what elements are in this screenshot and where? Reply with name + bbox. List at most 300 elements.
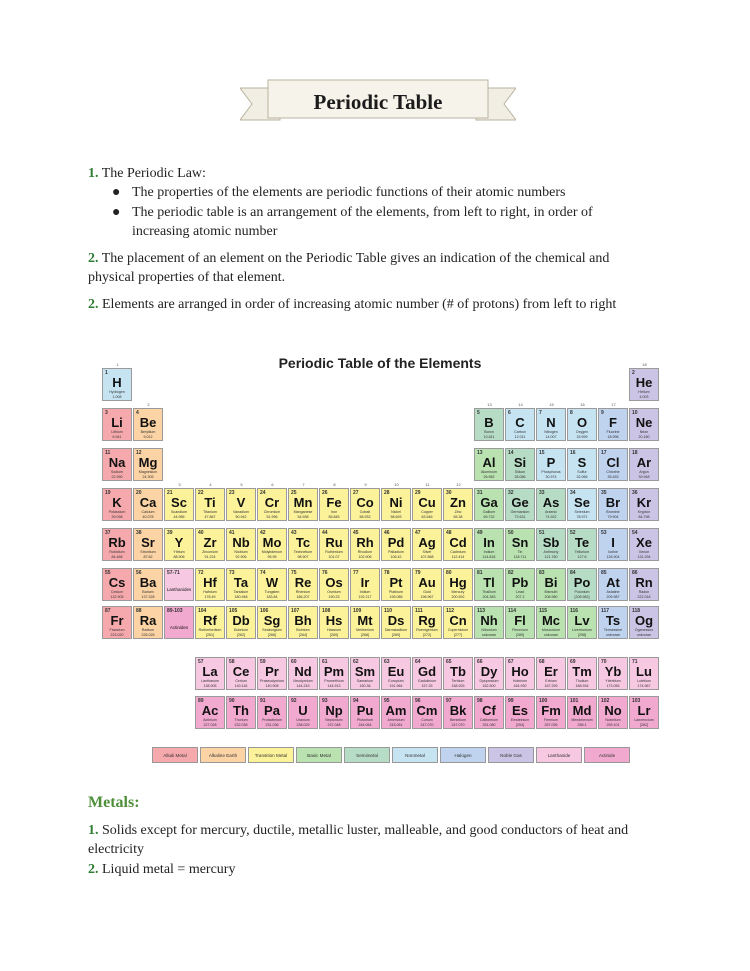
element-name: Iodine: [608, 550, 618, 554]
atomic-number: 116: [570, 608, 579, 614]
element-cell-Li: [102, 408, 132, 441]
atomic-number: 6: [508, 410, 511, 416]
atomic-number: 82: [508, 570, 514, 576]
element-name: Niobium: [234, 550, 248, 554]
element-symbol: Pa: [264, 703, 280, 718]
element-name: Cerium: [235, 679, 247, 683]
atomic-number: 88: [136, 608, 142, 614]
element-cell-Ac: [195, 696, 225, 729]
element-symbol: Ba: [139, 575, 157, 590]
element-symbol: Se: [574, 495, 590, 510]
atomic-number: 100: [539, 698, 548, 704]
element-cell-Cs: [102, 568, 132, 601]
atomic-number: 93: [322, 698, 328, 704]
element-cell-actinides: [164, 606, 194, 639]
legend-item-noble: Noble Gas: [488, 747, 534, 763]
element-name: Platinum: [389, 590, 403, 594]
element-name: Ruthenium: [325, 550, 343, 554]
element-name: Meitnerium: [356, 628, 374, 632]
atomic-mass: 114.818: [482, 554, 496, 559]
atomic-mass: 209.987: [606, 594, 620, 599]
atomic-number: 110: [384, 608, 393, 614]
atomic-number: 38: [136, 530, 142, 536]
element-symbol: Hf: [203, 575, 217, 590]
element-symbol: Eu: [387, 664, 405, 679]
element-name: Neodymium: [293, 679, 313, 683]
element-symbol: Sc: [171, 495, 187, 510]
element-symbol: Hg: [449, 575, 467, 590]
paragraph-metal-properties-line2: electricity: [88, 842, 144, 857]
element-symbol: Hs: [325, 613, 343, 628]
element-name: Erbium: [545, 679, 557, 683]
element-name: Hafnium: [203, 590, 217, 594]
bullet-item-1: The properties of the elements are periodic functions of their atomic numbers: [132, 185, 566, 200]
element-symbol: Rg: [418, 613, 436, 628]
group-number: 7: [302, 482, 305, 487]
element-symbol: O: [576, 415, 588, 430]
element-cell-Sn: [505, 528, 535, 561]
element-symbol: Sm: [354, 664, 376, 679]
element-name: Lawrencium: [634, 718, 654, 722]
element-symbol: Gd: [417, 664, 437, 679]
element-symbol: Nb: [232, 535, 250, 550]
element-name: Molybdenum: [261, 550, 283, 554]
atomic-number: 109: [353, 608, 362, 614]
element-symbol: Db: [232, 613, 250, 628]
element-symbol: Li: [111, 415, 123, 430]
atomic-number: 9: [601, 410, 604, 416]
element-cell-Fe: [319, 488, 349, 521]
element-cell-Dy: [474, 657, 504, 690]
atomic-number: 94: [353, 698, 359, 704]
element-symbol: Yb: [604, 664, 622, 679]
element-cell-B: [474, 408, 504, 441]
atomic-mass: 78.971: [576, 514, 588, 519]
element-symbol: Tc: [295, 535, 311, 550]
atomic-mass: 101.07: [328, 554, 340, 559]
atomic-number: 102: [601, 698, 610, 704]
atomic-mass: 195.085: [389, 594, 403, 599]
element-name: Bromine: [606, 510, 620, 514]
atomic-number: 91: [260, 698, 266, 704]
element-symbol: Rh: [356, 535, 374, 550]
element-symbol: Mn: [293, 495, 313, 510]
element-cell-Ge: [505, 488, 535, 521]
element-symbol: Kr: [636, 495, 652, 510]
atomic-number: 84: [570, 570, 576, 576]
element-symbol: Br: [605, 495, 621, 510]
element-cell-Cu: [412, 488, 442, 521]
element-name: Aluminum: [481, 470, 497, 474]
atomic-number: 65: [446, 659, 452, 665]
atomic-number: 42: [260, 530, 266, 536]
atomic-mass: 50.942: [235, 514, 247, 519]
element-cell-Cr: [257, 488, 287, 521]
element-name: Zinc: [454, 510, 462, 514]
element-name: Plutonium: [357, 718, 373, 722]
element-cell-Tm: [567, 657, 597, 690]
atomic-number: 48: [446, 530, 452, 536]
element-cell-Sm: [350, 657, 380, 690]
atomic-mass: 174.967: [637, 683, 651, 688]
element-name: Boron: [484, 430, 494, 434]
element-symbol: P: [546, 455, 556, 470]
element-symbol: Rn: [635, 575, 653, 590]
element-name: Vanadium: [233, 510, 249, 514]
paragraph-metal-properties: [88, 821, 628, 841]
atomic-mass: [269]: [330, 632, 338, 637]
element-symbol: Ts: [605, 613, 621, 628]
element-symbol: Lu: [636, 664, 652, 679]
element-name: Bismuth: [544, 590, 558, 594]
atomic-number: 69: [570, 659, 576, 665]
legend-item-transition: Transition Metal: [248, 747, 294, 763]
legend-item-alkaline: Alkaline Earth: [200, 747, 246, 763]
element-cell-Cm: [412, 696, 442, 729]
element-symbol: Ni: [389, 495, 403, 510]
atomic-mass: 259.101: [606, 722, 620, 727]
atomic-mass: 79.904: [607, 514, 619, 519]
element-cell-Sg: [257, 606, 287, 639]
element-symbol: B: [484, 415, 494, 430]
element-cell-Yb: [598, 657, 628, 690]
atomic-mass: unknown: [636, 632, 652, 637]
atomic-number: 72: [198, 570, 204, 576]
atomic-number: 66: [477, 659, 483, 665]
element-name: Fluorine: [606, 430, 620, 434]
element-cell-Pb: [505, 568, 535, 601]
element-symbol: Y: [174, 535, 184, 550]
element-cell-Ds: [381, 606, 411, 639]
atomic-number: 16: [570, 450, 576, 456]
element-cell-V: [226, 488, 256, 521]
atomic-mass: [272]: [423, 632, 431, 637]
atomic-number: 59: [260, 659, 266, 665]
element-symbol: Md: [572, 703, 592, 718]
atomic-mass: 87.62: [143, 554, 153, 559]
element-name: Strontium: [140, 550, 156, 554]
atomic-mass: 138.905: [203, 683, 217, 688]
atomic-mass: [289]: [516, 632, 524, 637]
atomic-number: 104: [198, 608, 207, 614]
element-name: Fermium: [543, 718, 559, 722]
atomic-number: 53: [601, 530, 607, 536]
element-cell-Ne: [629, 408, 659, 441]
element-symbol: Og: [634, 613, 654, 628]
element-cell-P: [536, 448, 566, 481]
paragraph-liquid-metal: [88, 860, 235, 880]
element-name: Germanium: [510, 510, 530, 514]
atomic-mass: 150.36: [359, 683, 371, 688]
element-symbol: Lanthanides: [166, 587, 192, 592]
element-symbol: Tb: [450, 664, 466, 679]
element-symbol: Th: [233, 703, 249, 718]
element-name: Silicon: [514, 470, 526, 474]
legend-item-semimetal: Semimetal: [344, 747, 390, 763]
element-name: Gold: [423, 590, 431, 594]
element-symbol: Re: [294, 575, 312, 590]
element-name: Copernicium: [447, 628, 469, 632]
atomic-number: 25: [291, 490, 297, 496]
element-symbol: Rf: [203, 613, 217, 628]
element-cell-F: [598, 408, 628, 441]
atomic-number: 22: [198, 490, 204, 496]
element-symbol: I: [611, 535, 615, 550]
atomic-number: 17: [601, 450, 607, 456]
element-symbol: Ga: [480, 495, 498, 510]
paragraph-number: 2.: [88, 862, 99, 877]
atomic-number: 92: [291, 698, 297, 704]
element-name: Scandium: [171, 510, 187, 514]
atomic-number: 4: [136, 410, 139, 416]
element-name: Nitrogen: [544, 430, 558, 434]
element-symbol: Po: [573, 575, 591, 590]
legend-item-basic: Basic Metal: [296, 747, 342, 763]
atomic-number: 34: [570, 490, 576, 496]
atomic-mass: 14.007: [545, 434, 557, 439]
element-name: Tennessine: [603, 628, 623, 632]
element-cell-Mn: [288, 488, 318, 521]
element-name: Arsenic: [545, 510, 557, 514]
atomic-mass: 10.811: [483, 434, 495, 439]
atomic-mass: 132.905: [110, 594, 124, 599]
element-name: Francium: [109, 628, 125, 632]
atomic-number: 57-71: [167, 570, 180, 576]
element-symbol: Mt: [357, 613, 373, 628]
element-name: Magnesium: [138, 470, 158, 474]
atomic-mass: 127.6: [577, 554, 587, 559]
atomic-mass: 247.070: [451, 722, 465, 727]
element-symbol: He: [635, 375, 653, 390]
element-cell-Al: [474, 448, 504, 481]
group-number: 1: [116, 362, 119, 367]
element-cell-Zr: [195, 528, 225, 561]
atomic-number: 60: [291, 659, 297, 665]
element-cell-Au: [412, 568, 442, 601]
element-name: Darmstadtium: [384, 628, 408, 632]
element-symbol: Pu: [356, 703, 374, 718]
atomic-number: 117: [601, 608, 610, 614]
element-cell-K: [102, 488, 132, 521]
atomic-number: 27: [353, 490, 359, 496]
element-name: Livermorium: [572, 628, 592, 632]
atomic-mass: 69.732: [483, 514, 495, 519]
element-name: Cobalt: [359, 510, 371, 514]
element-cell-Og: [629, 606, 659, 639]
element-cell-Ta: [226, 568, 256, 601]
element-cell-Be: [133, 408, 163, 441]
element-cell-Ce: [226, 657, 256, 690]
atomic-number: 7: [539, 410, 542, 416]
element-name: Gadolinium: [417, 679, 437, 683]
element-symbol: Cl: [606, 455, 620, 470]
element-cell-Rg: [412, 606, 442, 639]
element-name: Seaborgium: [262, 628, 282, 632]
element-cell-Md: [567, 696, 597, 729]
element-cell-Bk: [443, 696, 473, 729]
element-cell-Rh: [350, 528, 380, 561]
atomic-mass: 151.964: [389, 683, 403, 688]
group-number: 10: [394, 482, 399, 487]
element-symbol: Ce: [232, 664, 250, 679]
atomic-mass: 74.922: [545, 514, 557, 519]
element-name: Dubnium: [233, 628, 249, 632]
atomic-number: 96: [415, 698, 421, 704]
element-cell-Os: [319, 568, 349, 601]
element-symbol: Fe: [326, 495, 342, 510]
element-cell-Y: [164, 528, 194, 561]
group-number: 15: [549, 402, 554, 407]
element-name: Neptunium: [325, 718, 343, 722]
group-number: 6: [271, 482, 274, 487]
atomic-mass: 258.1: [577, 722, 587, 727]
element-symbol: In: [483, 535, 495, 550]
element-name: Lithium: [111, 430, 123, 434]
element-symbol: Sr: [141, 535, 155, 550]
atomic-mass: 137.328: [141, 594, 155, 599]
element-symbol: Sb: [542, 535, 560, 550]
element-name: Thulium: [575, 679, 589, 683]
element-cell-Fl: [505, 606, 535, 639]
element-symbol: No: [604, 703, 622, 718]
atomic-number: 46: [384, 530, 390, 536]
atomic-mass: 22.990: [111, 474, 123, 479]
element-cell-Np: [319, 696, 349, 729]
element-cell-Fm: [536, 696, 566, 729]
atomic-number: 99: [508, 698, 514, 704]
group-number: 17: [611, 402, 616, 407]
atomic-number: 112: [446, 608, 455, 614]
element-name: Hydrogen: [109, 390, 125, 394]
element-symbol: Ra: [139, 613, 157, 628]
paragraph-placement: [88, 249, 609, 269]
atomic-number: 31: [477, 490, 483, 496]
element-name: Bohrium: [296, 628, 310, 632]
atomic-number: 49: [477, 530, 483, 536]
element-name: Hassium: [327, 628, 341, 632]
element-name: Antimony: [543, 550, 559, 554]
atomic-mass: [261]: [206, 632, 214, 637]
element-name: Silver: [422, 550, 432, 554]
element-symbol: Cs: [108, 575, 126, 590]
atomic-mass: unknown: [543, 632, 559, 637]
atomic-mass: 257.095: [544, 722, 558, 727]
element-cell-Rb: [102, 528, 132, 561]
element-cell-Nd: [288, 657, 318, 690]
element-name: Manganese: [293, 510, 313, 514]
atomic-number: 85: [601, 570, 607, 576]
element-symbol: At: [606, 575, 620, 590]
element-name: Praseodymium: [260, 679, 284, 683]
paragraph-number: 2.: [88, 251, 99, 266]
element-cell-Re: [288, 568, 318, 601]
atomic-mass: 106.42: [390, 554, 402, 559]
element-symbol: Ac: [201, 703, 219, 718]
element-cell-Pd: [381, 528, 411, 561]
atomic-mass: 92.906: [235, 554, 247, 559]
atomic-mass: 102.906: [358, 554, 372, 559]
legend-item-nonmetal: Nonmetal: [392, 747, 438, 763]
atomic-number: 86: [632, 570, 638, 576]
atomic-mass: 24.305: [142, 474, 154, 479]
element-name: Californium: [479, 718, 499, 722]
element-symbol: As: [542, 495, 560, 510]
atomic-number: 15: [539, 450, 545, 456]
atomic-number: 118: [632, 608, 641, 614]
atomic-mass: 28.086: [514, 474, 526, 479]
element-symbol: Ru: [325, 535, 343, 550]
element-cell-Eu: [381, 657, 411, 690]
element-cell-As: [536, 488, 566, 521]
element-symbol: Fr: [110, 613, 124, 628]
element-symbol: Ag: [418, 535, 436, 550]
element-cell-Ag: [412, 528, 442, 561]
atomic-number: 107: [291, 608, 300, 614]
atomic-mass: 131.294: [637, 554, 651, 559]
group-number: 2: [147, 402, 150, 407]
element-cell-Ga: [474, 488, 504, 521]
element-cell-Bi: [536, 568, 566, 601]
element-name: Radon: [638, 590, 650, 594]
atomic-number: 35: [601, 490, 607, 496]
element-name: Tungsten: [264, 590, 280, 594]
element-name: Dysprosium: [479, 679, 499, 683]
element-name: Americium: [387, 718, 405, 722]
element-symbol: Sg: [263, 613, 281, 628]
element-cell-Pa: [257, 696, 287, 729]
element-symbol: Pd: [387, 535, 405, 550]
element-cell-Cl: [598, 448, 628, 481]
element-cell-Ca: [133, 488, 163, 521]
element-symbol: Fl: [514, 613, 526, 628]
element-symbol: Os: [325, 575, 343, 590]
element-cell-Rf: [195, 606, 225, 639]
element-symbol: Mo: [262, 535, 282, 550]
element-symbol: C: [515, 415, 525, 430]
atomic-mass: 51.996: [266, 514, 278, 519]
element-symbol: S: [577, 455, 587, 470]
paragraph-text: The Periodic Law:: [101, 166, 206, 181]
atomic-number: 21: [167, 490, 173, 496]
paragraph-number: 1.: [88, 823, 99, 838]
paragraph-text: Elements are arranged in order of increasing atomic number (# of protons) from left to right: [102, 297, 617, 312]
atomic-number: 97: [446, 698, 452, 704]
atomic-mass: 247.070: [420, 722, 434, 727]
element-symbol: U: [298, 703, 308, 718]
atomic-mass: 65.38: [453, 514, 463, 519]
element-name: Tin: [517, 550, 523, 554]
element-name: Iron: [330, 510, 338, 514]
atomic-mass: 15.999: [576, 434, 588, 439]
group-number: 13: [487, 402, 492, 407]
atomic-mass: 121.760: [544, 554, 558, 559]
element-cell-N: [536, 408, 566, 441]
paragraph-text: Liquid metal = mercury: [102, 862, 236, 877]
element-symbol: Al: [482, 455, 496, 470]
element-cell-Ho: [505, 657, 535, 690]
atomic-mass: [262]: [640, 722, 648, 727]
element-cell-Db: [226, 606, 256, 639]
element-name: Mercury: [451, 590, 465, 594]
atomic-number: 18: [632, 450, 638, 456]
element-cell-Cf: [474, 696, 504, 729]
element-symbol: Tl: [483, 575, 495, 590]
atomic-mass: 168.934: [575, 683, 589, 688]
atomic-mass: 144.913: [327, 683, 341, 688]
element-cell-Xe: [629, 528, 659, 561]
element-symbol: Cr: [264, 495, 280, 510]
atomic-number: 11: [105, 450, 111, 456]
